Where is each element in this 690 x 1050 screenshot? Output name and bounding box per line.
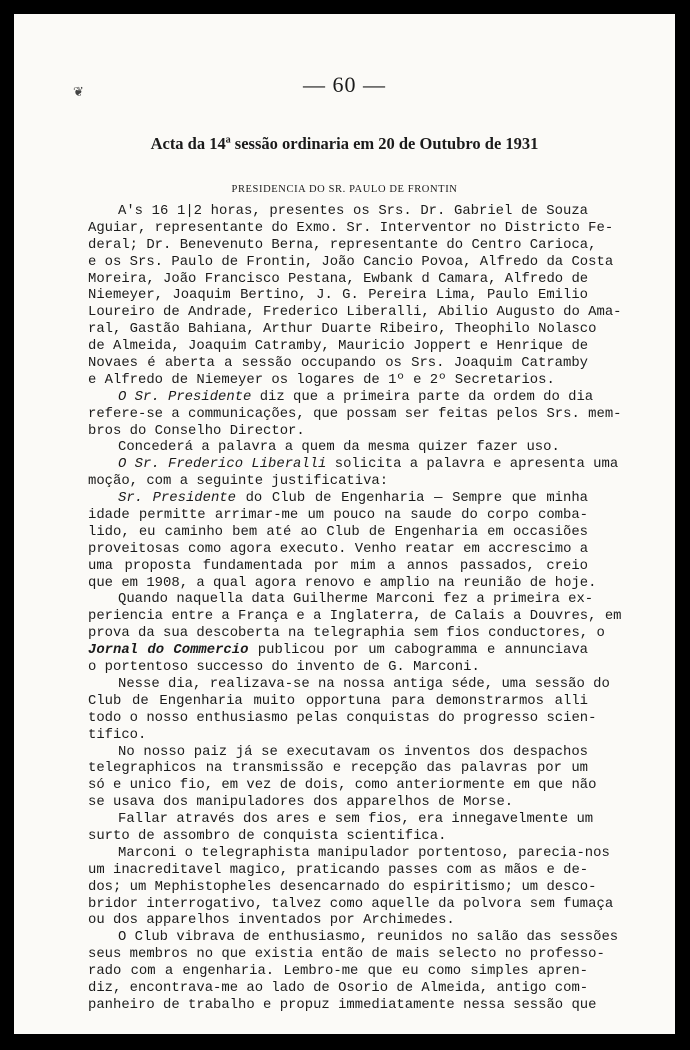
text-line: tifico. (88, 726, 147, 743)
text-line: deral; Dr. Benevenuto Berna, representante do Centro Carioca, (88, 236, 597, 253)
text-line: moção, com a seguinte justificativa: (88, 473, 389, 490)
text-line: surto de assombro de conquista scientifica. (88, 827, 447, 844)
text-line: todo o nosso enthusiasmo pelas conquistas do progresso scien- (88, 709, 597, 726)
text-line: panheiro de trabalho e propuz immediatamente nessa sessão que (88, 996, 597, 1013)
text-line: e Alfredo de Niemeyer os logares de 1º e 2º Secretarios. (88, 371, 555, 388)
text-line: se usava dos manipuladores dos apparelhos de Morse. (88, 794, 514, 811)
text-line: Jornal do Commercio publicou por um cabogramma e annunciava (88, 642, 588, 659)
text-line: diz, encontrava-me ao lado de Osorio de Almeida, antigo com- (88, 979, 589, 996)
text-line: Loureiro de Andrade, Frederico Liberalli, Abilio Augusto do Ama- (88, 304, 622, 321)
text-line: O Sr. Frederico Liberalli solicita a palavra e apresenta uma (118, 456, 619, 473)
text-line: prova da sua descoberta na telegraphia sem fios conductores, o (88, 625, 605, 642)
text-line: A's 16 1|2 horas, presentes os Srs. Dr. Gabriel de Souza (118, 203, 588, 219)
text-line: No nosso paiz já se executavam os inventos dos despachos (118, 743, 588, 760)
document-page (14, 14, 675, 1034)
text-line: seus membros no que existia então de mais selecto no professo- (88, 946, 605, 963)
text-line: uma proposta fundamentada por mim a annos passados, creio (88, 557, 588, 574)
text-line: Club de Engenharia muito opportuna para demonstrarmos alli (88, 692, 588, 709)
text-line: Marconi o telegraphista manipulador portentoso, parecia-nos (118, 844, 610, 861)
minutes-body (88, 203, 622, 1014)
text-line: O Sr. Presidente diz que a primeira parte da ordem do dia (118, 388, 594, 405)
text-line: de Almeida, Joaquim Catramby, Mauricio Joppert e Henrique de (88, 338, 589, 355)
text-line: Fallar através dos ares e sem fios, era innegavelmente um (118, 811, 594, 828)
page-number: — 60 — (303, 72, 386, 97)
text-line: que em 1908, a qual agora renovo e amplio na reunião de hoje. (88, 574, 597, 591)
text-line: Moreira, João Francisco Pestana, Ewbank d Camara, Alfredo de (88, 270, 589, 287)
text-line: Concederá a palavra a quem da mesma quizer fazer uso. (118, 439, 560, 456)
text-line: e os Srs. Paulo de Frontin, João Cancio Povoa, Alfredo da Costa (88, 253, 614, 270)
text-line: telegraphicos na transmissão e recepção das palavras por um (88, 760, 588, 777)
corner-mark: ❦ (73, 84, 84, 99)
text-line: lido, eu caminho bem até ao Club de Engenharia em occasiões (88, 523, 588, 540)
text-line: Niemeyer, Joaquim Bertino, J. G. Pereira Lima, Paulo Emilio (88, 287, 588, 304)
text-line: rado com a engenharia. Lembro-me que eu como simples apren- (88, 963, 588, 980)
presidency-line: PRESIDENCIA DO SR. PAULO DE FRONTIN (231, 184, 458, 195)
document-title: Acta da 14ª sessão ordinaria em 20 de Outubro de 1931 (150, 134, 539, 153)
text-line: o portentoso successo do invento de G. Marconi. (88, 659, 480, 676)
text-line: bros do Conselho Director. (88, 422, 305, 439)
text-line: bridor interrogativo, talvez como aquelle da polvora sem fumaça (88, 895, 614, 912)
text-line: O Club vibrava de enthusiasmo, reunidos no salão das sessões (118, 929, 619, 946)
text-line: dos; um Mephistopheles desencarnado do espiritismo; um desco- (88, 878, 597, 895)
text-line: um inacreditavel magico, praticando passes com as mãos e de- (88, 861, 589, 878)
text-line: ral, Gastão Bahiana, Arthur Duarte Ribeiro, Theophilo Nolasco (88, 321, 597, 338)
text-line: idade permitte arrimar-me um pouco na saude do corpo comba- (88, 507, 588, 524)
text-line: Quando naquella data Guilherme Marconi fez a primeira ex- (118, 591, 594, 608)
text-line: refere-se a communicações, que possam ser feitas pelos Srs. mem- (88, 405, 622, 422)
text-line: periencia entre a França e a Inglaterra, de Calais a Douvres, em (88, 608, 622, 625)
text-line: Novaes é aberta a sessão occupando os Srs. Joaquim Catramby (88, 355, 588, 372)
text-line: só e unico fio, em vez de dois, como anteriormente em que não (88, 777, 597, 794)
text-line: proveitosas como agora executo. Venho reatar em accrescimo a (88, 540, 589, 557)
text-line: Aguiar, representante do Exmo. Sr. Interventor no Districto Fe- (88, 219, 614, 236)
text-line: Sr. Presidente do Club de Engenharia — Sempre que minha (118, 490, 588, 507)
text-line: Nesse dia, realizava-se na nossa antiga séde, uma sessão do (118, 675, 610, 692)
text-line: ou dos apparelhos inventados por Archimedes. (88, 912, 455, 929)
